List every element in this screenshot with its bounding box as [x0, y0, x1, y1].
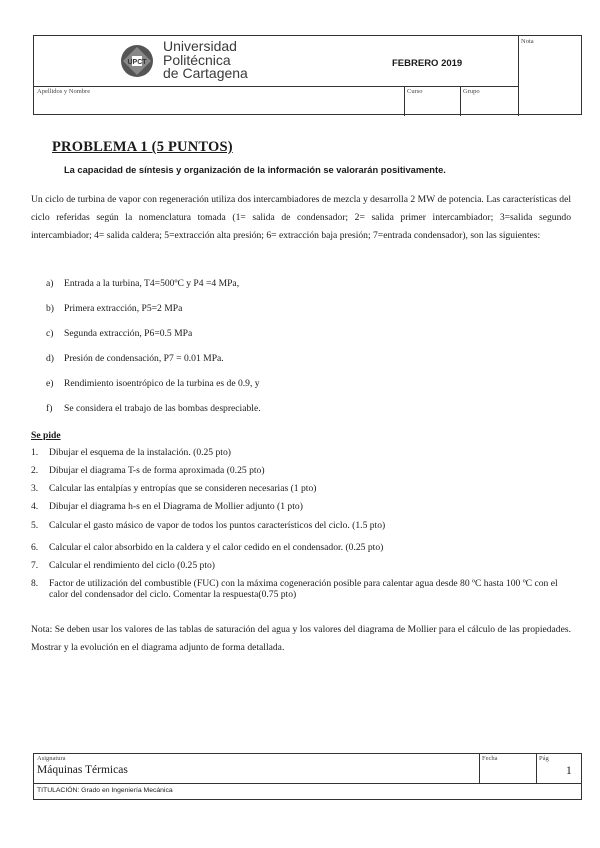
exam-footer — [33, 753, 582, 800]
subject-name: Máquinas Térmicas — [37, 764, 128, 776]
note-paragraph: Nota: Se deben usar los valores de las tablas de saturación del agua y los valores del diagrama de Mollier para el cálculo de las propiedades. Mostrar y la evolución en el diagrama adjunto de forma detallada. — [31, 624, 571, 653]
grupo-label: Grupo — [463, 88, 480, 95]
asignatura-label: Asignatura — [37, 755, 66, 762]
list-item: b) Primera extracción, P5=2 MPa — [46, 303, 183, 314]
curso-label: Curso — [407, 88, 423, 95]
titulacion: TITULACIÓN: Grado en Ingeniería Mecánica — [37, 787, 173, 794]
svg-text:UPCT: UPCT — [127, 59, 147, 66]
list-item: a) Entrada a la turbina, T4=500ºC y P4 =4 MPa, — [46, 278, 240, 289]
apellidos-label: Apellidos y Nombre — [37, 88, 91, 95]
fecha-label: Fecha — [482, 755, 498, 762]
list-item: c) Segunda extracción, P6=0.5 MPa — [46, 328, 193, 339]
exam-header — [33, 35, 582, 115]
problem-title: PROBLEMA 1 (5 PUNTOS) — [52, 139, 233, 155]
university-logo-icon — [120, 44, 154, 78]
problem-intro: Un ciclo de turbina de vapor con regeneración utiliza dos intercambiadores de mezcla y desarrolla 2 MW de potencia. Las características del ciclo referidas según la nomenclatura tomada (1= salida de condensador; 2= salida primer intercambiador; 3=salida segundo intercambiador; 4= salida caldera; 5=extracción alta presión; 6= extracción baja presión; 7=entrada condensador), son las siguientes: — [31, 194, 571, 241]
pag-label: Pág — [539, 755, 549, 762]
exam-date: FEBRERO 2019 — [392, 58, 463, 69]
list-item: f) Se considera el trabajo de las bombas despreciable. — [46, 403, 261, 414]
list-item: e) Rendimiento isoentrópico de la turbina es de 0.9, y — [46, 378, 260, 389]
university-name: Universidad Politécnica de Cartagena — [163, 38, 248, 81]
problem-subtitle: La capacidad de síntesis y organización de la información se valorarán positivamente. — [64, 165, 446, 175]
page-number: 1 — [566, 765, 572, 777]
nota-label: Nota — [521, 38, 534, 45]
se-pide-heading: Se pide — [31, 430, 61, 441]
list-item: d) Presión de condensación, P7 = 0.01 MPa. — [46, 353, 224, 364]
